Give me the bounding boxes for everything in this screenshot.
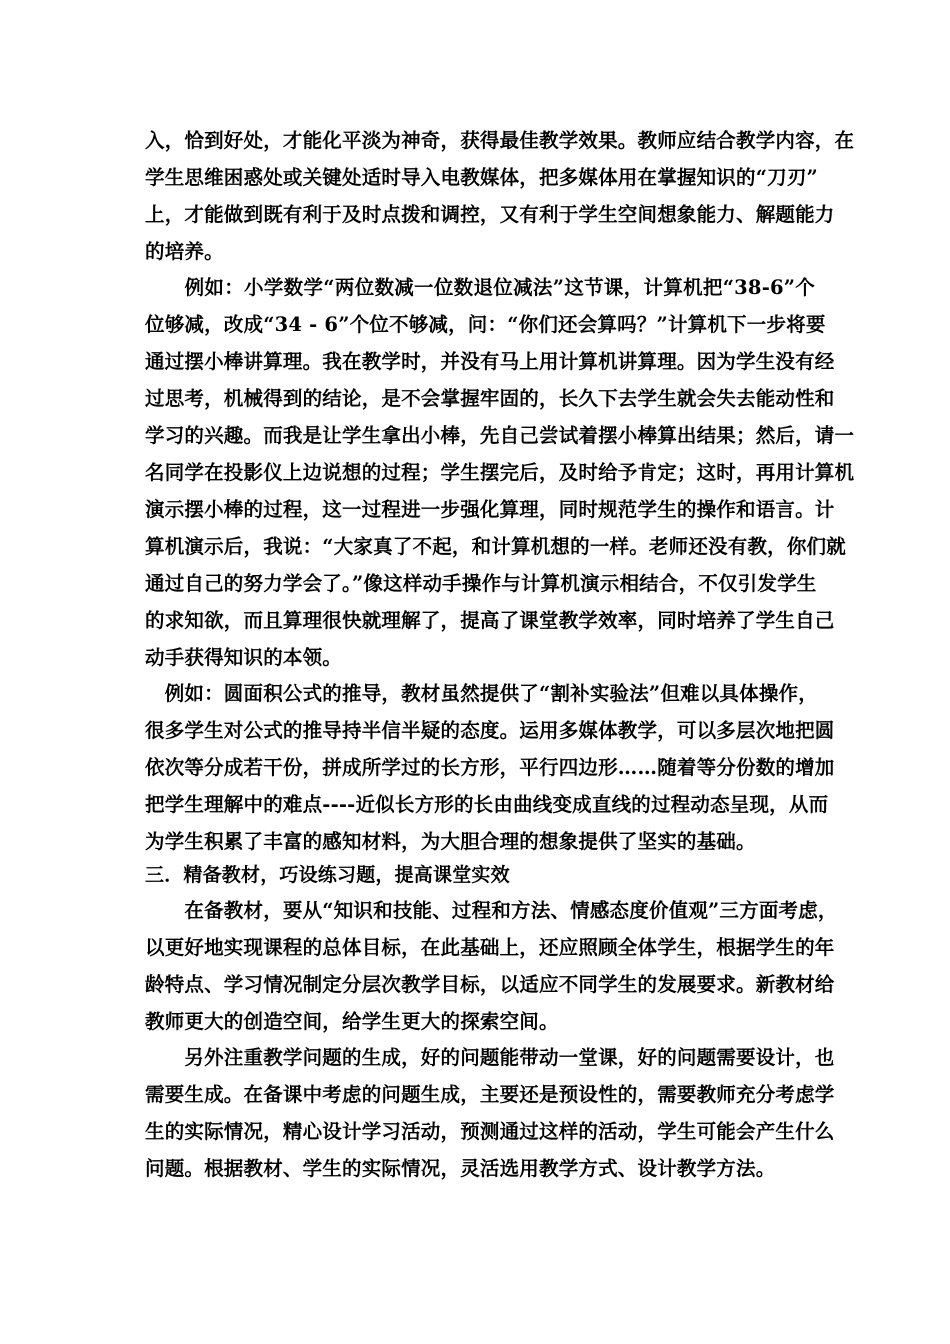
paragraph-line: 为学生积累了丰富的感知材料，为大胆合理的想象提供了坚实的基础。 xyxy=(145,830,756,853)
paragraph-line: 名同学在投影仪上边说想的过程；学生摆完后，及时给予肯定；这时，再用计算机 xyxy=(145,461,855,484)
paragraph-line: 例如：小学数学“两位数减一位数退位减法”这节课，计算机把“38-6”个 xyxy=(145,276,815,299)
paragraph-line: 在备教材，要从“知识和技能、过程和方法、情感态度价值观”三方面考虑， xyxy=(145,899,838,922)
paragraph-line: 动手获得知识的本领。 xyxy=(145,646,343,669)
paragraph-line: 龄特点、学习情况制定分层次教学目标，以适应不同学生的发展要求。新教材给 xyxy=(145,973,835,996)
paragraph-line: 的培养。 xyxy=(145,240,224,263)
paragraph-line: 算机演示后，我说：“大家真了不起，和计算机想的一样。老师还没有教，你们就 xyxy=(145,535,846,558)
paragraph-line: 把学生理解中的难点----近似长方形的长由曲线变成直线的过程动态呈现，从而 xyxy=(145,793,829,816)
paragraph-line: 演示摆小棒的过程，这一过程进一步强化算理，同时规范学生的操作和语言。计 xyxy=(145,498,835,521)
paragraph-line: 学习的兴趣。而我是让学生拿出小棒，先自己尝试着摆小棒算出结果；然后，请一 xyxy=(145,424,855,447)
paragraph-line: 学生思维困惑处或关键处适时导入电教媒体，把多媒体用在掌握知识的“刀刃” xyxy=(145,166,818,189)
paragraph-line: 通过摆小棒讲算理。我在教学时，并没有马上用计算机讲算理。因为学生没有经 xyxy=(145,350,835,373)
paragraph-line: 很多学生对公式的推导持半信半疑的态度。运用多媒体教学，可以多层次地把圆 xyxy=(145,719,835,742)
paragraph-line: 生的实际情况，精心设计学习活动，预测通过这样的活动，学生可能会产生什么 xyxy=(145,1120,835,1143)
paragraph-line: 位够减，改成“34 - 6”个位不够减，问：“你们还会算吗？”计算机下一步将要 xyxy=(145,313,826,336)
paragraph-line: 以更好地实现课程的总体目标，在此基础上，还应照顾全体学生，根据学生的年 xyxy=(145,936,835,959)
paragraph-line: 依次等分成若干份，拼成所学过的长方形，平行四边形……随着等分份数的增加 xyxy=(145,756,835,779)
paragraph-line: 问题。根据教材、学生的实际情况，灵活选用教学方式、设计教学方法。 xyxy=(145,1157,776,1180)
paragraph-line: 另外注重教学问题的生成，好的问题能带动一堂课，好的问题需要设计，也 xyxy=(145,1046,835,1069)
paragraph-line: 例如：圆面积公式的推导，教材虽然提供了“割补实验法”但难以具体操作， xyxy=(145,682,818,705)
paragraph-line: 过思考，机械得到的结论，是不会掌握牢固的，长久下去学生就会失去能动性和 xyxy=(145,387,835,410)
paragraph-line: 上，才能做到既有利于及时点拨和调控，又有利于学生空间想象能力、解题能力 xyxy=(145,203,835,226)
paragraph-line: 通过自己的努力学会了。”像这样动手操作与计算机演示相结合，不仅引发学生 xyxy=(145,572,817,595)
paragraph-line: 的求知欲，而且算理很快就理解了，提高了课堂教学效率，同时培养了学生自己 xyxy=(145,609,835,632)
section-heading: 三．精备教材，巧设练习题，提高课堂实效 xyxy=(145,864,510,886)
paragraph-line: 教师更大的创造空间，给学生更大的探索空间。 xyxy=(145,1010,559,1033)
paragraph-line: 需要生成。在备课中考虑的问题生成，主要还是预设性的，需要教师充分考虑学 xyxy=(145,1083,835,1106)
paragraph-line: 入，恰到好处，才能化平淡为神奇，获得最佳教学效果。教师应结合教学内容，在 xyxy=(145,129,855,152)
